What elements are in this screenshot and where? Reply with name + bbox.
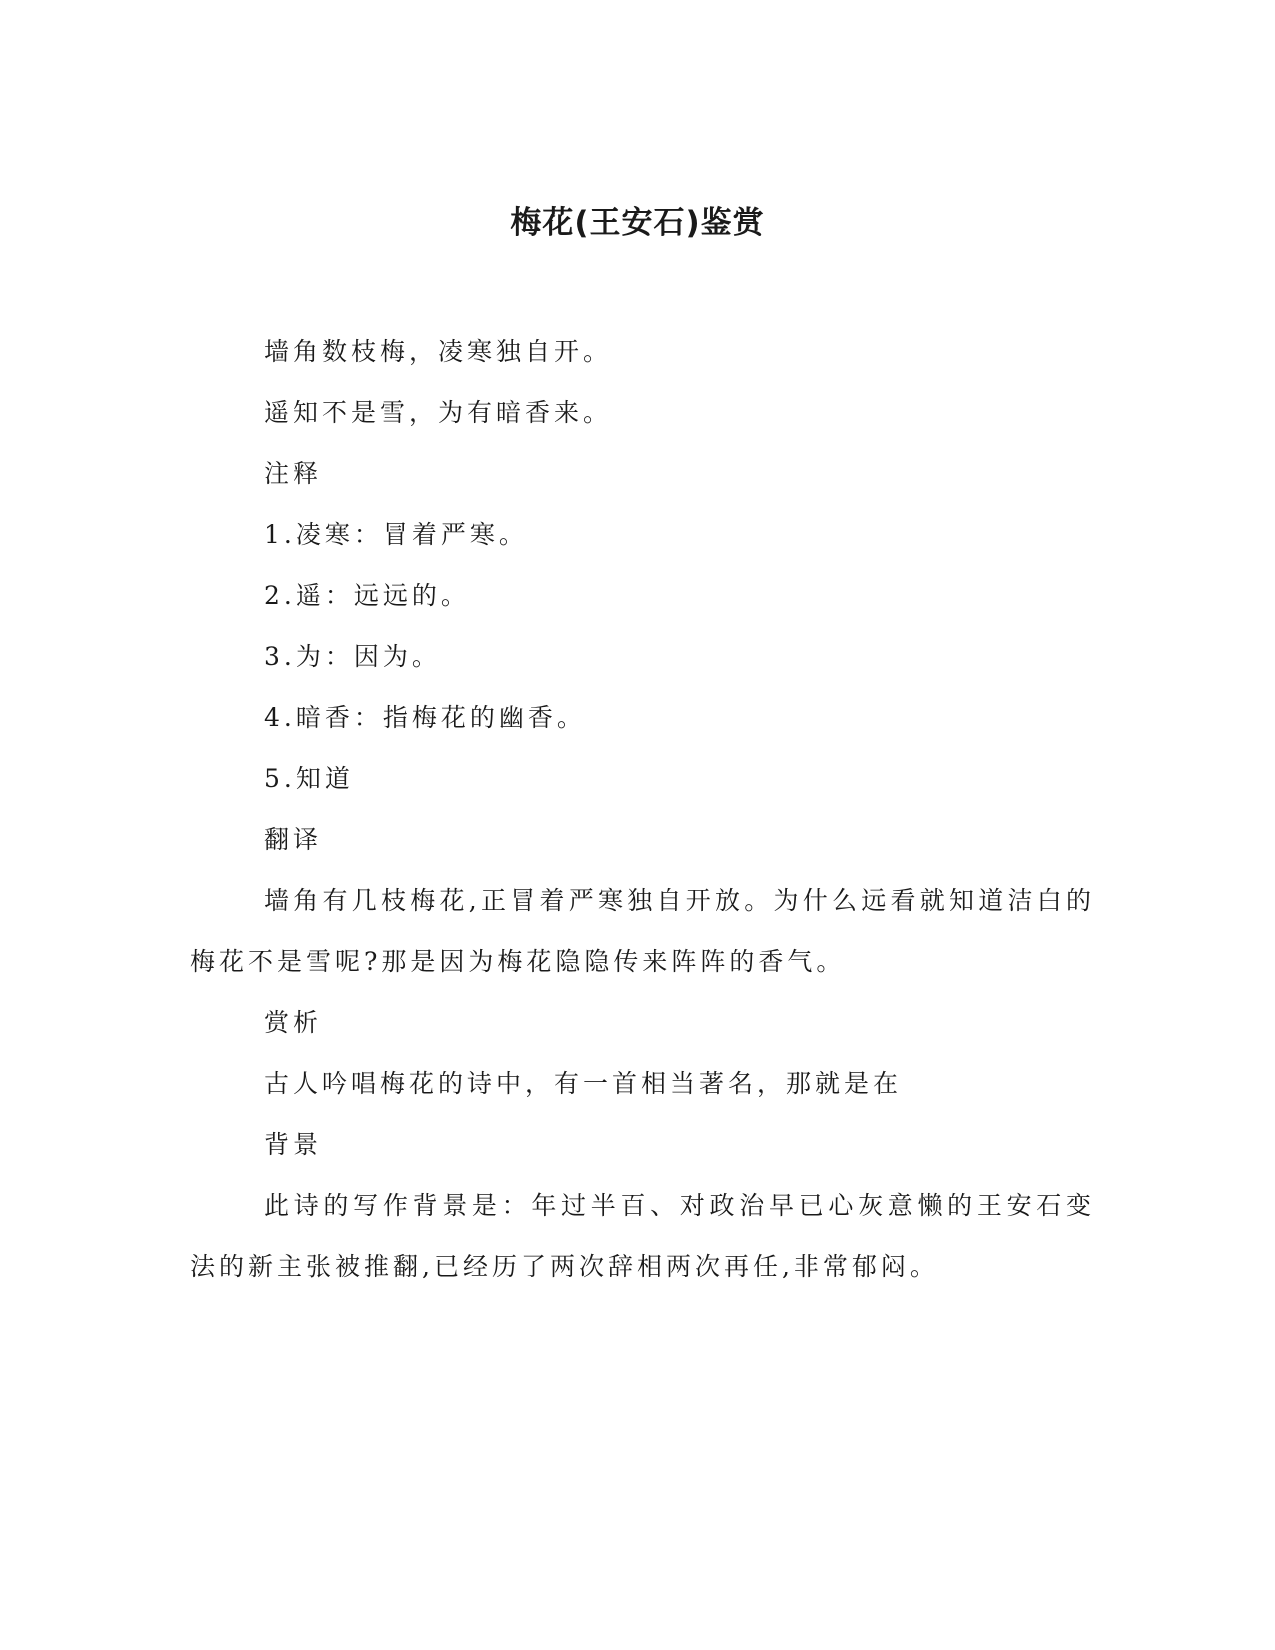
section-heading-appreciation: 赏析: [264, 1008, 323, 1037]
section-heading-notes: 注释: [264, 459, 323, 488]
appreciation-paragraph: 古人吟唱梅花的诗中，有一首相当著名，那就是在: [264, 1069, 903, 1098]
note-item-3: 3.为：因为。: [264, 642, 441, 671]
note-item-2: 2.遥：远远的。: [264, 581, 470, 610]
poem-line-2: 遥知不是雪，为有暗香来。: [264, 398, 613, 427]
translation-paragraph: 墙角有几枝梅花,正冒着严寒独自开放。为什么远看就知道洁白的梅花不是雪呢?那是因为梅花隐隐传来阵阵的香气。: [190, 886, 1095, 976]
document-body: [190, 321, 1095, 1297]
note-item-1: 1.凌寒：冒着严寒。: [264, 520, 528, 549]
poem-line-1: 墙角数枝梅，凌寒独自开。: [264, 337, 613, 366]
document-title: 梅花(王安石)鉴赏: [510, 205, 765, 241]
section-heading-background: 背景: [264, 1130, 323, 1159]
note-item-4: 4.暗香：指梅花的幽香。: [264, 703, 586, 732]
section-heading-translation: 翻译: [264, 825, 323, 854]
note-item-5: 5.知道: [264, 764, 354, 793]
background-paragraph: 此诗的写作背景是：年过半百、对政治早已心灰意懒的王安石变法的新主张被推翻,已经历了两次辞相两次再任,非常郁闷。: [190, 1191, 1095, 1281]
